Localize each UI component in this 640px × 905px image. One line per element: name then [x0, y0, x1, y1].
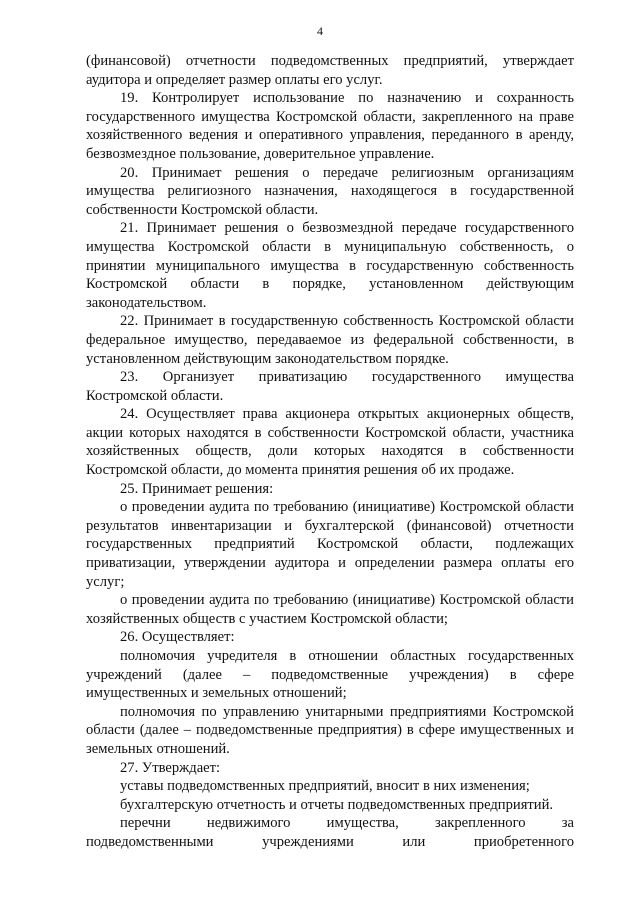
- paragraph: 27. Утверждает:: [120, 759, 221, 776]
- paragraph: 21. Принимает решения о безвозмездной передаче государственного имущества Костромской области в муниципальную собственность, о принятии муниципального имущества в государственную собственность Костромской области в порядке, установленном действующим законодательством.: [86, 220, 574, 311]
- paragraph: (финансовой) отчетности подведомственных предприятий, утверждает аудитора и определяет размер оплаты его услуг.: [86, 53, 574, 88]
- paragraph: перечни недвижимого имущества, закрепленного за подведомственными учреждениями или приобретенного: [86, 815, 574, 850]
- document-body: [86, 52, 574, 852]
- paragraph: уставы подведомственных предприятий, вносит в них изменения;: [120, 778, 530, 795]
- paragraph: 19. Контролирует использование по назначению и сохранность государственного имущества Костромской области, закрепленного на праве хозяйственного ведения и оперативного управления, переданного в аренду, безвозмездное пользование, доверительное управление.: [86, 90, 574, 162]
- paragraph: бухгалтерскую отчетность и отчеты подведомственных предприятий.: [120, 796, 554, 813]
- paragraph: 20. Принимает решения о передаче религиозным организациям имущества религиозного назначения, находящегося в государственной собственности Костромской области.: [86, 164, 574, 218]
- page-number: 4: [317, 24, 323, 38]
- paragraph: 24. Осуществляет права акционера открытых акционерных обществ, акции которых находятся в собственности Костромской области, участника хозяйственных обществ, доли которых находятся в собственности Костромской области, до момента принятия решения об их продаже.: [86, 406, 574, 479]
- paragraph: полномочия учредителя в отношении областных государственных учреждений (далее – подведомственные учреждения) в сфере имущественных и земельных отношений;: [86, 648, 574, 702]
- paragraph: 25. Принимает решения:: [120, 480, 274, 497]
- paragraph: 22. Принимает в государственную собственность Костромской области федеральное имущество, передаваемое из федеральной собственности, в установленном действующим законодательством порядке.: [86, 313, 574, 367]
- paragraph: полномочия по управлению унитарными предприятиями Костромской области (далее – подведомственные предприятия) в сфере имущественных и земельных отношений.: [86, 703, 574, 757]
- paragraph: о проведении аудита по требованию (инициативе) Костромской области результатов инвентаризации и бухгалтерской (финансовой) отчетности государственных предприятий Костромской области, подлежащих приватизации, утверждении аудитора и определении размера оплаты его услуг;: [86, 499, 574, 590]
- paragraph: 23. Организует приватизацию государственного имущества Костромской области.: [86, 369, 574, 404]
- paragraph: 26. Осуществляет:: [120, 629, 235, 646]
- paragraph: о проведении аудита по требованию (инициативе) Костромской области хозяйственных обществ с участием Костромской области;: [86, 592, 574, 627]
